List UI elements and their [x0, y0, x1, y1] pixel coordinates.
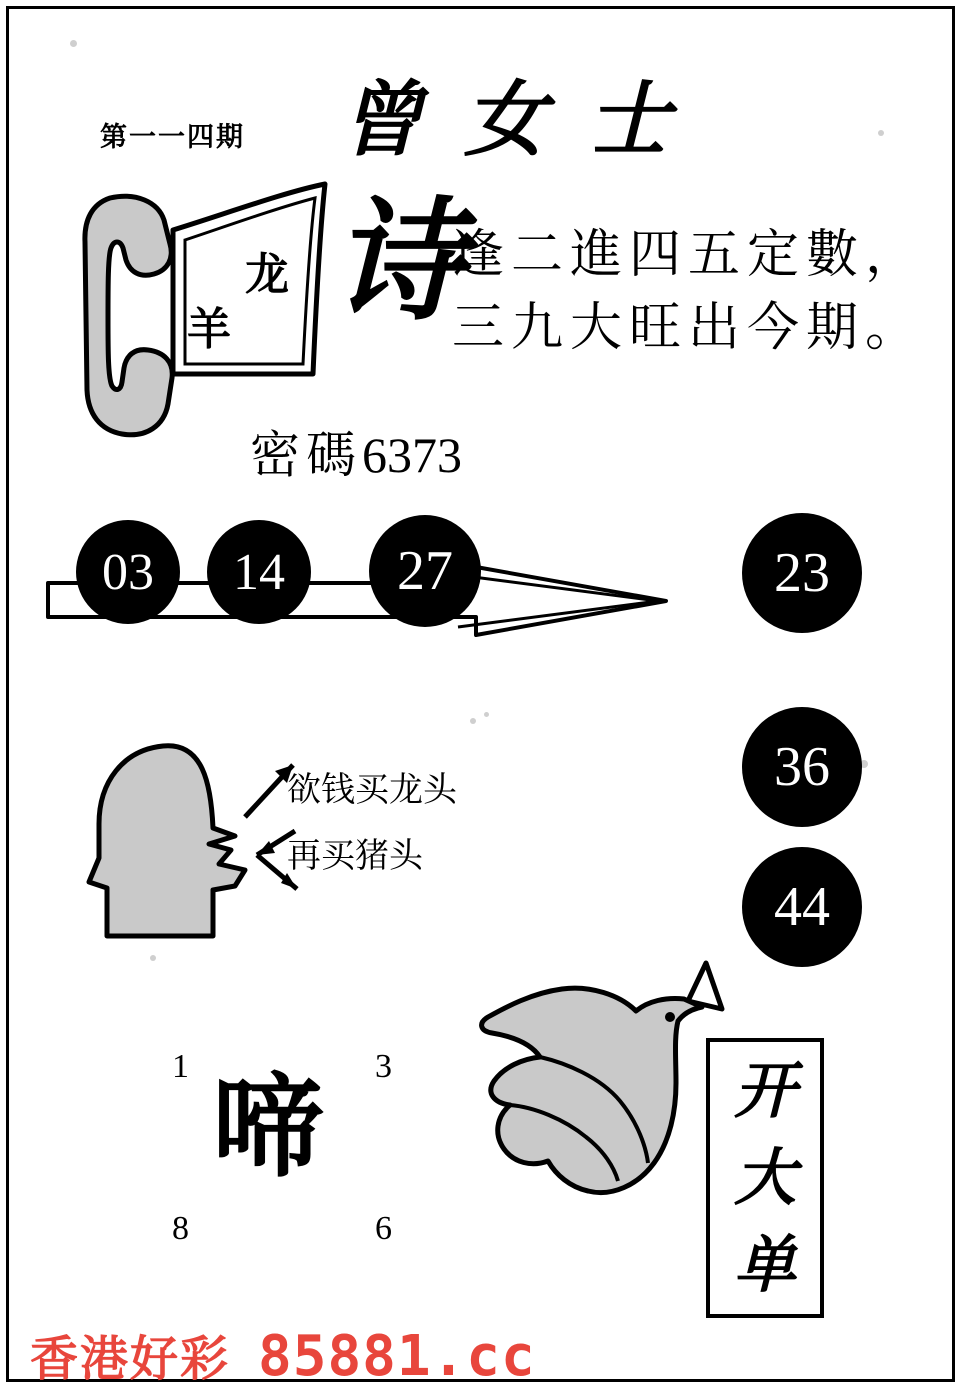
page-title: 曾女士 [340, 72, 712, 168]
site-name: 香港好彩 [30, 1331, 231, 1387]
lottery-ball: 14 [207, 520, 311, 624]
speech-line-1: 欲钱买龙头 [287, 770, 457, 810]
lottery-ball: 03 [76, 520, 180, 624]
password-value: 6373 [362, 427, 462, 483]
riddle-corner-bottom-left: 8 [172, 1210, 189, 1247]
password-row [250, 415, 462, 487]
speckle [484, 712, 489, 717]
zodiac-goat-label: 羊 [187, 304, 231, 355]
site-url[interactable]: 85881.cc [258, 1324, 536, 1388]
zodiac-card [165, 178, 330, 378]
banner-char-3: 单 [733, 1227, 796, 1301]
vertical-banner [706, 1038, 824, 1318]
issue-label: 第一一四期 [100, 122, 245, 153]
dove-icon [470, 955, 740, 1205]
lottery-ball-side: 44 [742, 847, 862, 967]
riddle-corner-top-right: 3 [375, 1048, 392, 1085]
poem-title-char: 诗 [332, 184, 464, 339]
speckle [70, 40, 77, 47]
speckle [150, 955, 156, 961]
lottery-ball-side: 23 [742, 513, 862, 633]
zodiac-dragon-label: 龙 [245, 249, 289, 300]
password-label: 密碼 [250, 426, 362, 484]
speckle [878, 130, 884, 136]
riddle-corner-top-left: 1 [172, 1048, 189, 1085]
speckle [470, 718, 476, 724]
lottery-ball-side: 36 [742, 707, 862, 827]
riddle-block [160, 1030, 420, 1270]
riddle-corner-bottom-right: 6 [375, 1210, 392, 1247]
poem-line-2: 三九大旺出今期。 [452, 298, 925, 358]
banner-char-1: 开 [733, 1054, 796, 1128]
lottery-ball: 27 [369, 515, 481, 627]
speech-line-2: 再买猪头 [287, 836, 423, 876]
poem-line-1: 逢二進四五定數， [452, 225, 925, 285]
banner-char-2: 大 [733, 1140, 796, 1214]
riddle-center-char: 啼 [212, 1062, 324, 1193]
footer [30, 1320, 536, 1388]
